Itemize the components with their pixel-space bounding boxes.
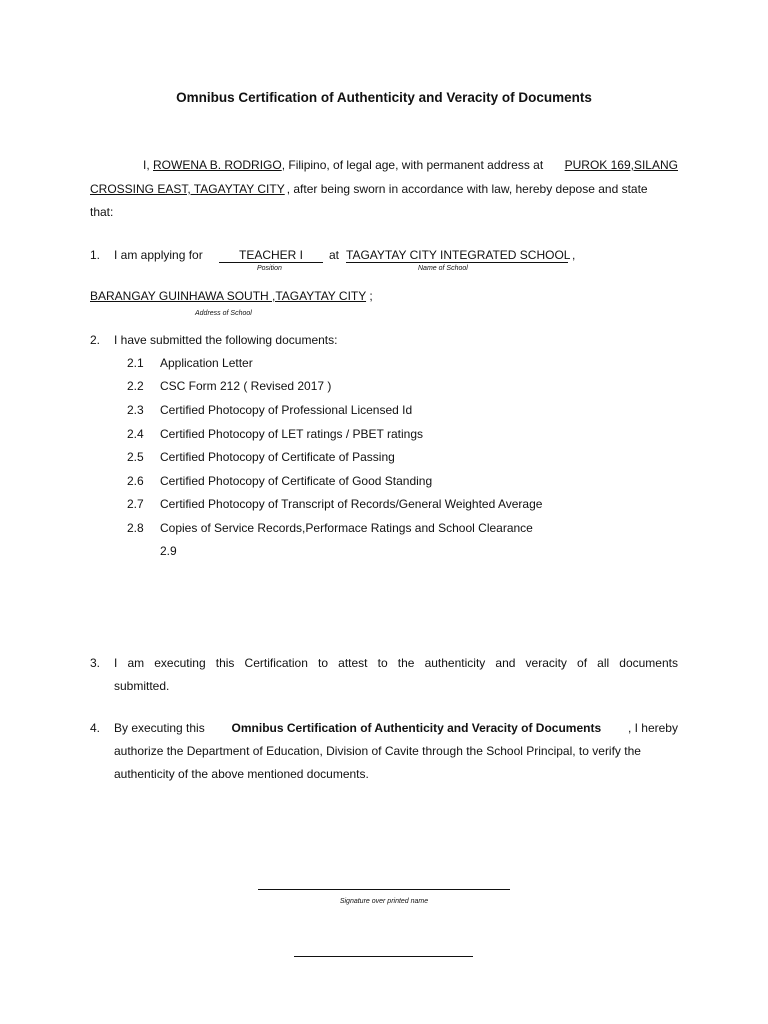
signature-caption: Signature over printed name bbox=[339, 898, 429, 905]
position-value: TEACHER I bbox=[219, 248, 323, 263]
document-item bbox=[127, 379, 331, 393]
document-item bbox=[127, 356, 253, 370]
item1-number: 1. bbox=[90, 248, 101, 262]
document-label: Certified Photocopy of LET ratings / PBET ratings bbox=[160, 427, 424, 441]
address-part-2: CROSSING EAST, TAGAYTAY CITY bbox=[90, 182, 285, 196]
item4-bold: Omnibus Certification of Authenticity and Veracity of Documents bbox=[231, 721, 602, 735]
school-address-line bbox=[90, 289, 373, 303]
intro-line-1 bbox=[143, 158, 678, 172]
document-label: Certified Photocopy of Professional Licensed Id bbox=[160, 403, 413, 417]
school-value: TAGAYTAY CITY INTEGRATED SCHOOL bbox=[346, 248, 571, 262]
intro-mid: , Filipino, of legal age, with permanent address at bbox=[281, 158, 544, 172]
document-num: 2.8 bbox=[127, 521, 144, 535]
document-num: 2.6 bbox=[127, 474, 144, 488]
date-line bbox=[294, 956, 473, 957]
intro-line-2 bbox=[90, 182, 678, 196]
document-num-extra: 2.9 bbox=[160, 544, 177, 558]
school-caption: Name of School bbox=[418, 265, 468, 272]
item1-text: I am applying for bbox=[114, 248, 203, 262]
item2-number: 2. bbox=[90, 333, 101, 347]
document-label: CSC Form 212 ( Revised 2017 ) bbox=[160, 379, 332, 393]
address-semicolon: ; bbox=[369, 289, 373, 303]
school-address: BARANGAY GUINHAWA SOUTH ,TAGAYTAY CITY bbox=[90, 289, 367, 303]
intro-prefix: I, bbox=[143, 158, 150, 172]
position-field bbox=[219, 248, 323, 263]
item3-line-1: I am executing this Certification to attest to the authenticity and veracity of all documents bbox=[114, 656, 678, 670]
intro-suffix: , after being sworn in accordance with law, hereby depose and state bbox=[286, 182, 648, 196]
item4-line-1 bbox=[114, 721, 678, 735]
item4-prefix: By executing this bbox=[114, 721, 205, 735]
document-num: 2.1 bbox=[127, 356, 144, 370]
item2-text: I have submitted the following documents: bbox=[114, 333, 338, 347]
intro-line-3: that: bbox=[90, 205, 114, 219]
address-part-1: PUROK 169,SILANG bbox=[564, 158, 678, 172]
document-item bbox=[127, 403, 412, 417]
document-num: 2.7 bbox=[127, 497, 144, 511]
item3-number: 3. bbox=[90, 656, 101, 670]
document-item bbox=[127, 474, 432, 488]
school-field bbox=[346, 248, 571, 263]
document-item bbox=[127, 450, 395, 464]
document-label: Certified Photocopy of Certificate of Good Standing bbox=[160, 474, 433, 488]
item1-at: at bbox=[329, 248, 340, 262]
affiant-name: ROWENA B. RODRIGO bbox=[153, 158, 282, 172]
position-caption: Position bbox=[257, 265, 282, 272]
document-label: Certified Photocopy of Transcript of Records/General Weighted Average bbox=[160, 497, 543, 511]
document-label: Copies of Service Records,Performace Ratings and School Clearance bbox=[160, 521, 533, 535]
document-label: Certified Photocopy of Certificate of Passing bbox=[160, 450, 395, 464]
item1-comma: , bbox=[572, 248, 576, 262]
document-label: Application Letter bbox=[160, 356, 253, 370]
document-item bbox=[127, 521, 533, 535]
item4-line-3: authenticity of the above mentioned documents. bbox=[114, 767, 369, 781]
address-caption: Address of School bbox=[195, 310, 252, 317]
document-title: Omnibus Certification of Authenticity and Veracity of Documents bbox=[176, 90, 592, 105]
item4-number: 4. bbox=[90, 721, 101, 735]
item4-line-2: authorize the Department of Education, Division of Cavite through the School Principal, to verify the bbox=[114, 744, 641, 758]
item4-suffix: , I hereby bbox=[627, 721, 678, 735]
document-item bbox=[127, 427, 423, 441]
document-num: 2.5 bbox=[127, 450, 144, 464]
document-num: 2.4 bbox=[127, 427, 144, 441]
item3-line-2: submitted. bbox=[114, 679, 170, 693]
signature-line bbox=[258, 889, 510, 890]
document-num: 2.2 bbox=[127, 379, 144, 393]
document-num: 2.3 bbox=[127, 403, 144, 417]
document-item bbox=[127, 497, 542, 511]
